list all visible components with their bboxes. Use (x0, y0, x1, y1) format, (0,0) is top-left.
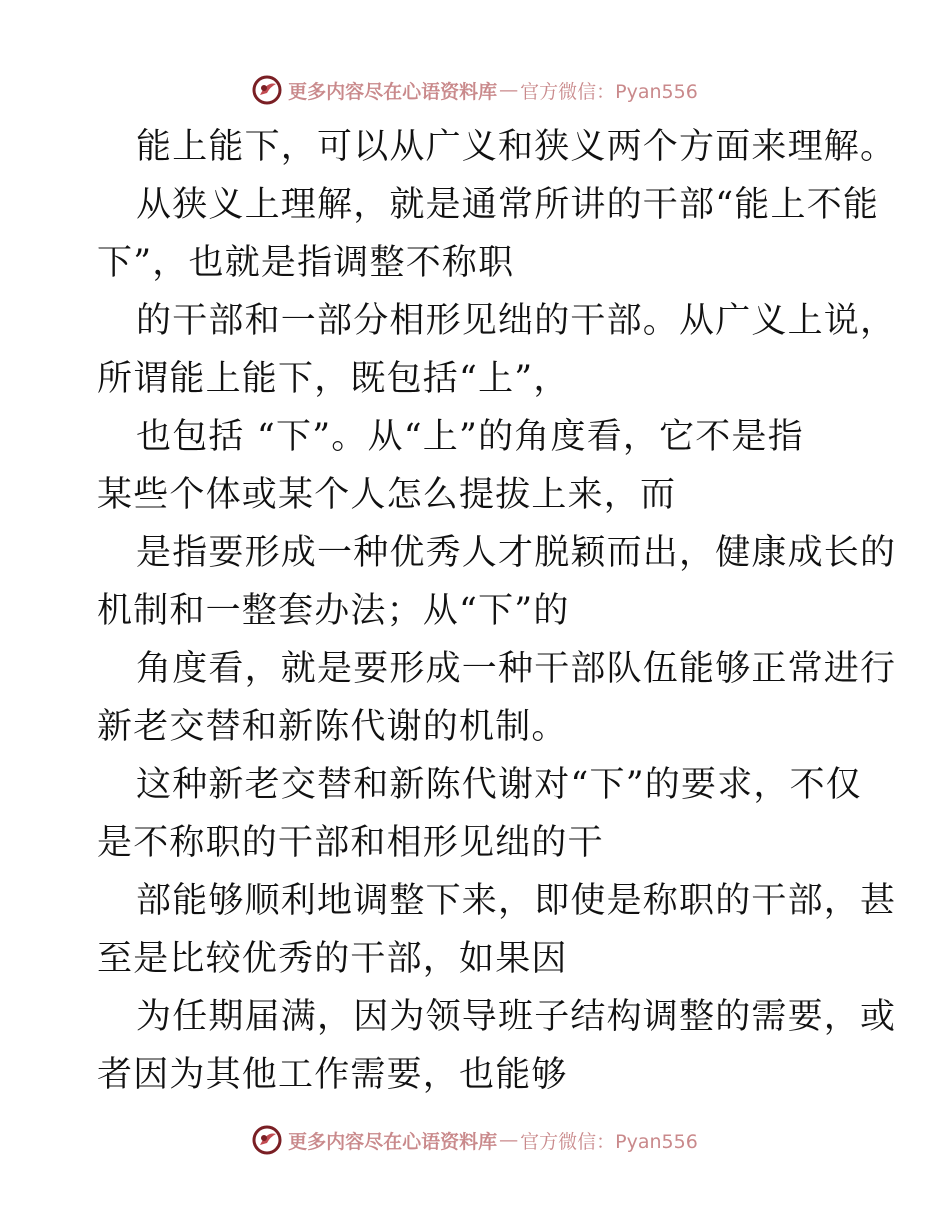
text-line: 角度看，就是要形成一种干部队伍能够正常进行 (136, 649, 897, 689)
text-line: 的干部和一部分相形见绌的干部。从广义上说， (136, 301, 897, 341)
footer-separator: — (499, 1129, 519, 1151)
text-line: 至是比较优秀的干部，如果因 (97, 939, 568, 979)
header-banner-text: 更多内容尽在心语资料库 (288, 80, 498, 103)
text-line: 从狭义上理解，就是通常所讲的干部“能上不能 (136, 185, 880, 225)
brand-logo-icon (252, 1125, 282, 1155)
text-line: 也包括 “下”。从“上”的角度看，它不是指 (136, 417, 804, 457)
text-line: 某些个体或某个人怎么提拔上来，而 (97, 475, 677, 515)
footer-banner-text: 更多内容尽在心语资料库 (288, 1130, 498, 1153)
footer-banner (0, 1123, 950, 1157)
text-line: 下”，也就是指调整不称职 (97, 243, 515, 283)
text-line: 新老交替和新陈代谢的机制。 (97, 707, 568, 747)
header-banner (0, 73, 950, 107)
text-line: 是指要形成一种优秀人才脱颖而出，健康成长的 (136, 533, 897, 573)
text-line: 能上能下，可以从广义和狭义两个方面来理解。 (136, 127, 897, 167)
text-line: 所谓能上能下，既包括“上”， (97, 359, 570, 399)
text-line: 机制和一整套办法；从“下”的 (97, 591, 570, 631)
text-line: 是不称职的干部和相形见绌的干 (97, 823, 604, 863)
text-line: 部能够顺利地调整下来，即使是称职的干部，甚 (136, 881, 897, 921)
text-line: 者因为其他工作需要，也能够 (97, 1055, 568, 1095)
text-line: 为任期届满，因为领导班子结构调整的需要，或 (136, 997, 897, 1037)
header-separator: — (499, 79, 519, 101)
text-line: 这种新老交替和新陈代谢对“下”的要求，不仅 (136, 765, 862, 805)
brand-logo-icon (252, 75, 282, 105)
header-contact: 官方微信：Pyan556 (520, 80, 698, 103)
footer-contact: 官方微信：Pyan556 (520, 1130, 698, 1153)
